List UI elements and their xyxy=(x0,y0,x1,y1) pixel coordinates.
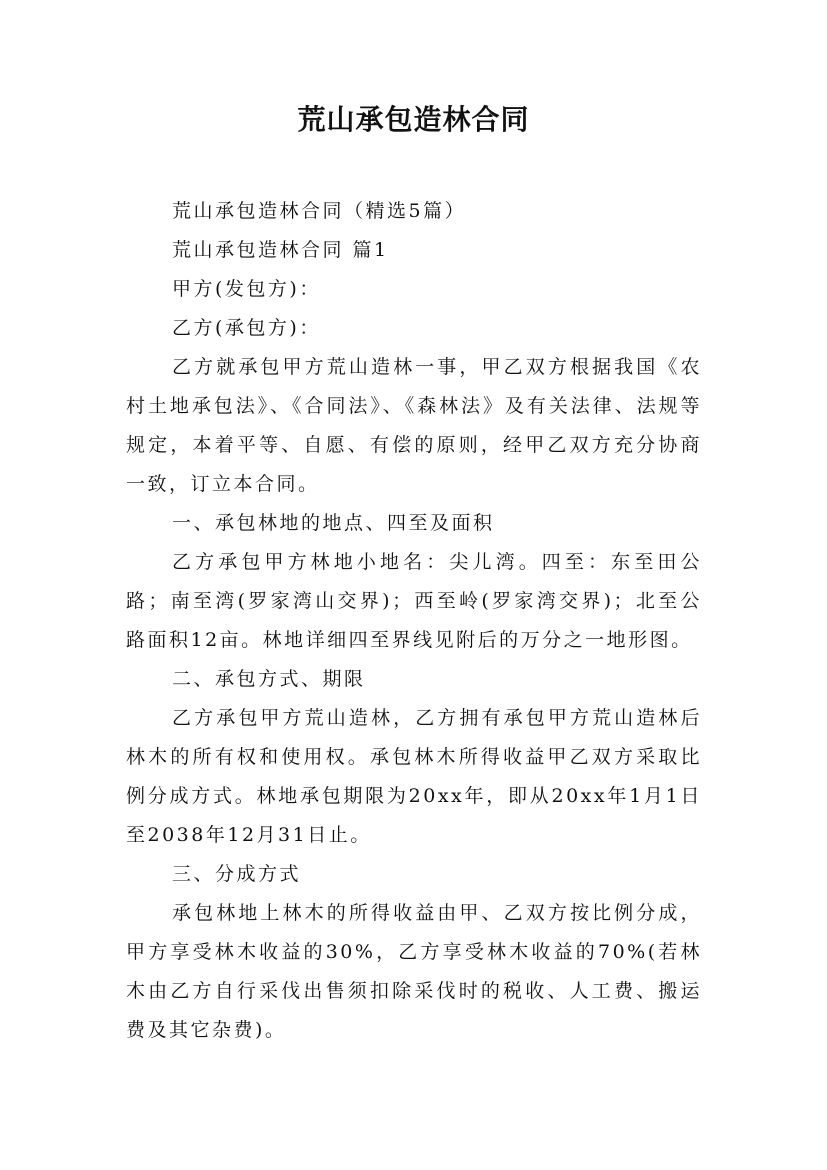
paragraph-party-b: 乙方(承包方)： xyxy=(172,317,321,339)
section-heading-location: 一、承包林地的地点、四至及面积 xyxy=(172,512,495,534)
paragraph-collection-heading: 荒山承包造林合同（精选5篇） xyxy=(172,200,467,222)
paragraph-term: 乙方承包甲方荒山造林，乙方拥有承包甲方荒山造林后林木的所有权和使用权。承包林木所得收益甲乙双方采取比例分成方式。林地承包期限为20xx年，即从20xx年1月1日 至2038年12月31日止。 xyxy=(126,707,702,846)
paragraph-location: 乙方承包甲方林地小地名：尖儿湾。四至：东至田公路；南至湾(罗家湾山交界)；西至岭(罗家湾交界)；北至公路面积12亩。林地详细四至界线见附后的万分之一地形图。 xyxy=(126,551,702,651)
paragraph-party-a: 甲方(发包方)： xyxy=(172,278,321,300)
paragraph-share: 承包林地上林木的所得收益由甲、乙双方按比例分成，甲方享受林木收益的30%，乙方享受林木收益的70%(若林木由乙方自行采伐出售须扣除采伐时的税收、人工费、搬运费及其它杂费)。 xyxy=(126,902,702,1041)
section-heading-share: 三、分成方式 xyxy=(172,863,302,885)
section-heading-term: 二、承包方式、期限 xyxy=(172,668,366,690)
document-body xyxy=(126,192,702,1050)
paragraph-preamble: 乙方就承包甲方荒山造林一事，甲乙双方根据我国《农村土地承包法》、《合同法》、《森林法》及有关法律、法规等规定，本着平等、自愿、有偿的原则，经甲乙双方充分协商一致，订立本合同。 xyxy=(126,356,702,495)
paragraph-part-heading: 荒山承包造林合同 篇1 xyxy=(172,239,389,261)
document-title: 荒山承包造林合同 xyxy=(297,103,530,136)
